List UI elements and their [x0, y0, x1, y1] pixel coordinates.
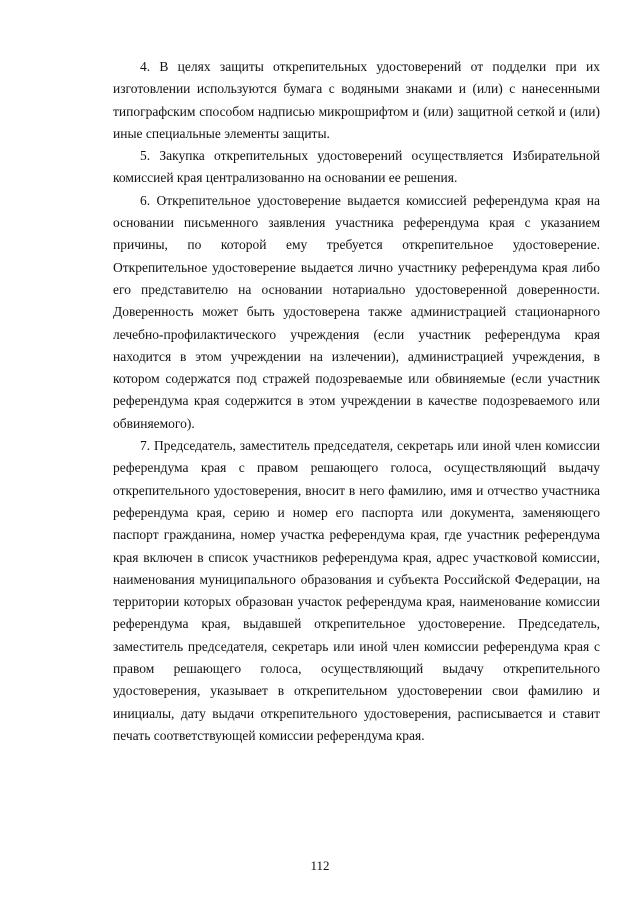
page-number: 112	[310, 858, 330, 873]
paragraph-6: 6. Открепительное удостоверение выдается комиссией референдума края на основании письменного заявления участника референдума края с указанием причины, по которой ему требуется открепительное удостоверение. Открепительное удостоверение выдается лично участнику референдума края либо его представителю на основании нотариально удостоверенной доверенности. Доверенность может быть удостоверена также администрацией стационарного лечебно-профилактического учреждения (если участник референдума края находится в этом учреждении на излечении), администрацией учреждения, в котором содержатся под стражей подозреваемые или обвиняемые (если участник референдума края содержится в этом учреждении в качестве подозреваемого или обвиняемого).	[113, 192, 600, 431]
paragraph-4: 4. В целях защиты открепительных удостоверений от подделки при их изготовлении используются бумага с водяными знаками и (или) с нанесенными типографским способом надписью микрошрифтом и (или) защитной сеткой и (или) иные специальные элементы защиты.	[113, 59, 600, 141]
paragraph-7: 7. Председатель, заместитель председателя, секретарь или иной член комиссии референдума края с правом решающего голоса, осуществляющий выдачу открепительного удостоверения, вносит в него фамилию, имя и отчество участника референдума края, серию и номер его паспорта или документа, заменяющего паспорт гражданина, номер участка референдума края, где участник референдума края включен в список участников референдума края, адрес участковой комиссии, наименования муниципального образования и субъекта Российской Федерации, на территории которых образован участок референдума края, наименование комиссии референдума края, выдавшей открепительное удостоверение. Председатель, заместитель председателя, секретарь или иной член комиссии референдума края с правом решающего голоса, осуществляющий выдачу открепительного удостоверения, указывает в открепительном удостоверении свои фамилию и инициалы, дату выдачи открепительного удостоверения, расписывается и ставит печать соответствующей комиссии референдума края.	[113, 438, 600, 743]
document-body	[113, 56, 600, 747]
paragraph-5: 5. Закупка открепительных удостоверений осуществляется Избирательной комиссией края централизованно на основании ее решения.	[113, 148, 600, 186]
